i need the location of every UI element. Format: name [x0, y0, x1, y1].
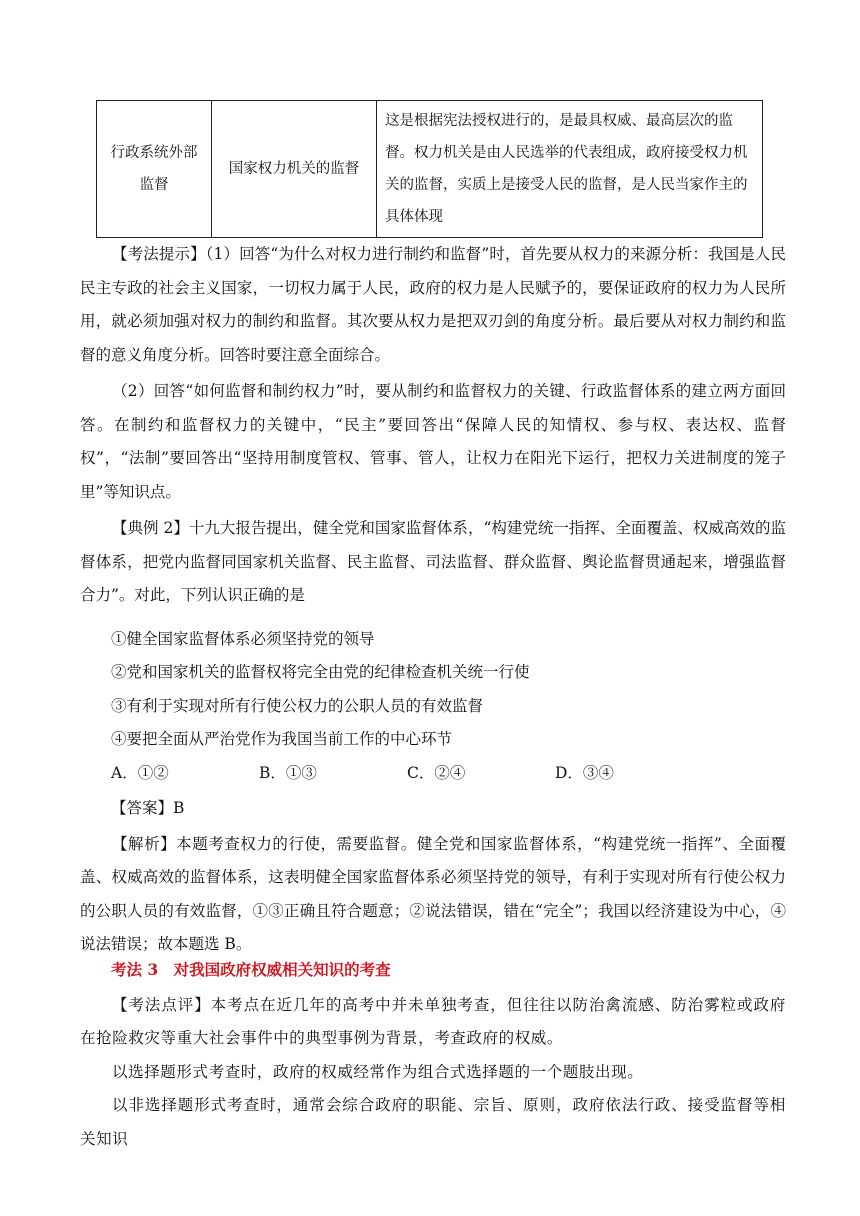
review-line-2: 以选择题形式考查时，政府的权威经常作为组合式选择题的一个题肢出现。: [112, 1062, 644, 1081]
option-list: [80, 623, 786, 757]
tip-block: [80, 238, 786, 509]
section-heading: 考法 3 对我国政府权威相关知识的考查: [111, 960, 391, 979]
option-1: ①健全国家监督体系必须坚持党的领导: [111, 629, 375, 648]
review-line-3: 以非选择题形式考查时，通常会综合政府的职能、宗旨、原则，政府依法行政、接受监督等相关知识: [80, 1096, 786, 1148]
table-row: [97, 101, 763, 238]
review-paragraph: 【考法点评】本考点在近几年的高考中并未单独考查，但往往以防治禽流感、防治雾粒或政府在抢险救灾等重大社会事件中的典型事例为背景，考查政府的权威。: [80, 995, 786, 1047]
section-block: [80, 953, 786, 1156]
choice-d: D．③④: [555, 763, 614, 782]
supervision-table: [96, 100, 763, 238]
table-cell-category: 行政系统外部监督: [97, 101, 212, 238]
choice-b: B．①③: [259, 763, 317, 782]
tip-paragraph-1: 【考法提示】（1）回答“为什么对权力进行制约和监督”时，首先要从权力的来源分析：我国是人民民主专政的社会主义国家，一切权力属于人民，政府的权力是人民赋予的，要保证政府的权力为人民所用，就必须加强对权力的制约和监督。其次要从权力是把双刃剑的角度分析。最后要从对权力制约和监督的意义角度分析。回答时要注意全面综合。: [80, 245, 786, 364]
example-stem: 【典例 2】十九大报告提出，健全党和国家监督体系，“构建党统一指挥、全面覆盖、权威高效的监督体系，把党内监督同国家机关监督、民主监督、司法监督、群众监督、舆论监督贯通起来，增强监督合力”。对此，下列认识正确的是: [80, 519, 786, 604]
option-4: ④要把全面从严治党作为我国当前工作的中心环节: [111, 730, 453, 748]
analysis-paragraph: 【解析】本题考查权力的行使，需要监督。健全党和国家监督体系，“构建党统一指挥”、全面覆盖、权威高效的监督体系，这表明健全国家监督体系必须坚持党的领导，有利于实现对所有行使公权力的公职人员的有效监督，①③正确且符合题意；②说法错误，错在“完全”；我国以经济建设为中心，④说法错误；故本题选 B。: [80, 834, 786, 953]
option-3: ③有利于实现对所有行使公权力的公职人员的有效监督: [111, 696, 484, 715]
table-cell-subject: 国家权力机关的监督: [212, 101, 377, 238]
answer-choices: [80, 757, 786, 791]
example-block: [80, 512, 786, 962]
choice-c: C．②④: [407, 763, 466, 782]
answer-line: 【答案】B: [111, 799, 185, 817]
option-2: ②党和国家机关的监督权将完全由党的纪律检查机关统一行使: [111, 663, 530, 681]
choice-a: A．①②: [111, 763, 169, 782]
tip-paragraph-2: （2）回答“如何监督和制约权力”时，要从制约和监督权力的关键、行政监督体系的建立两方面回答。在制约和监督权力的关键中，“民主”要回答出“保障人民的知情权、参与权、表达权、监督权”，“法制”要回答出“坚持用制度管权、管事、管人，让权力在阳光下运行，把权力关进制度的笼子里”等知识点。: [80, 382, 786, 501]
table-cell-description: 这是根据宪法授权进行的，是最具权威、最高层次的监督。权力机关是由人民选举的代表组成，政府接受权力机关的监督，实质上是接受人民的监督，是人民当家作主的具体体现: [377, 101, 763, 238]
